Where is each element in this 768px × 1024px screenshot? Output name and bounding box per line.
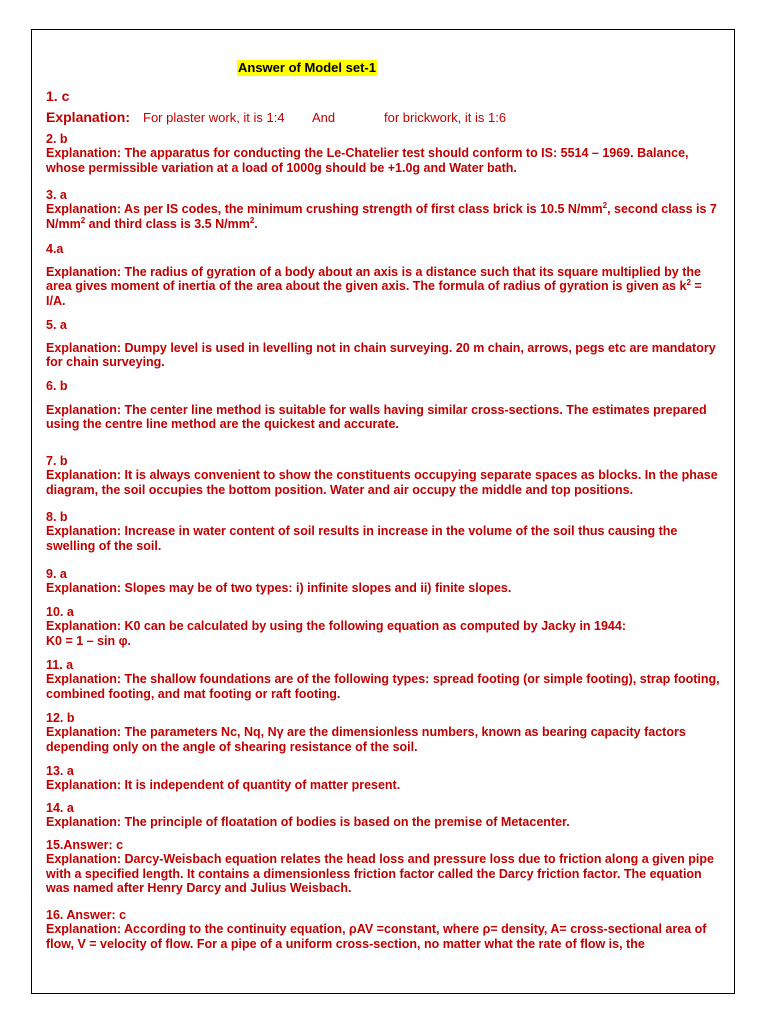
explanation-3: Explanation: As per IS codes, the minimum crushing strength of first class brick is 10.5 $N/mm^2$, second class is 7 $N/mm^2$ and third class is 3.5 $N/mm^2$. [46,201,717,231]
explanation-label: Explanation: [46,109,131,125]
item-10 [46,605,722,648]
item-7 [46,454,722,497]
explanation-12: Explanation: The parameters Nc, Nq, Nγ are the dimensionless numbers, known as bearing capacity factors depending only on the angle of shearing resistance of the soil. [46,725,686,754]
answer-6: 6. b [46,379,68,393]
explanation-2: Explanation: The apparatus for conducting the Le-Chatelier test should conform to IS: 5514 – 1969. Balance, whose permissible variation at a load of 1000g should be +1.0g and Water bath. [46,146,689,175]
answer-10: 10. a [46,605,74,619]
answer-12: 12. b [46,711,75,725]
answer-4: 4.a [46,242,64,256]
answer-7: 7. b [46,454,68,468]
item-8 [46,510,722,553]
answer-1: 1. c [46,88,70,104]
item-3 [46,188,722,231]
explanation-9: Explanation: Slopes may be of two types: i) infinite slopes and ii) finite slopes. [46,581,512,596]
answer-15: 15.Answer: c [46,838,124,852]
item-5 [46,318,722,332]
item-9 [46,567,722,596]
answer-11: 11. a [46,658,74,672]
explanation-plaster: For plaster work, it is 1:4 [143,110,285,125]
explanation-and: And [312,110,336,125]
answer-16: 16. Answer: c [46,908,127,922]
explanation-4: Explanation: The radius of gyration of a body about an axis is a distance such that its square multiplied by the area gives moment of inertia of the area about the given axis. The formula of radius of gyration is given as $k^2 = I/A$. [46,265,702,308]
explanation-6: Explanation: The center line method is suitable for walls having similar cross-sections. The estimates prepared using the centre line method are the quickest and accurate. [46,403,707,432]
item-15 [46,838,722,895]
explanation-brickwork: for brickwork, it is 1:6 [384,110,507,125]
explanation-11: Explanation: The shallow foundations are of the following types: spread footing (or simple footing), strap footing, combined footing, and mat footing or raft footing. [46,672,720,701]
item-6 [46,379,722,393]
explanation-15: Explanation: Darcy-Weisbach equation relates the head loss and pressure loss due to friction along a given pipe with a specified length. It contains a dimensionless friction factor called the Darcy friction factor. The equation was named after Henry Darcy and Julius Weisbach. [46,852,714,895]
item-13 [46,764,722,793]
answer-5: 5. a [46,318,67,332]
item-12 [46,711,722,754]
item-4-explanation [46,265,722,308]
item-6-explanation [46,403,722,432]
explanation-10: Explanation: K0 can be calculated by using the following equation as computed by Jacky in 1944: [46,619,626,634]
item-11 [46,658,722,701]
item-16 [46,908,722,951]
explanation-14: Explanation: The principle of floatation of bodies is based on the premise of Metacenter. [46,815,570,830]
explanation-13: Explanation: It is independent of quantity of matter present. [46,778,401,793]
explanation-1 [46,109,507,125]
item-5-explanation [46,341,722,370]
explanation-16: Explanation: According to the continuity equation, ρAV =constant, where ρ= density, A= cross-sectional area of flow, V = velocity of flow. For a pipe of a uniform cross-section, no matter what the rate of flow is, the [46,922,707,951]
item-14 [46,801,722,830]
item-2 [46,132,722,175]
explanation-5: Explanation: Dumpy level is used in levelling not in chain surveying. 20 m chain, arrows, pegs etc are mandatory for chain surveying. [46,341,716,370]
answer-3: 3. a [46,188,67,202]
answer-9: 9. a [46,567,67,581]
explanation-8: Explanation: Increase in water content of soil results in increase in the volume of the soil thus causing the swelling of the soil. [46,524,678,553]
explanation-7: Explanation: It is always convenient to show the constituents occupying separate spaces as blocks. In the phase diagram, the soil occupies the bottom position. Water and air occupy the middle and top positions. [46,468,718,497]
item-4 [46,242,722,256]
answer-8: 8. b [46,510,68,524]
answer-14: 14. a [46,801,74,815]
answer-2: 2. b [46,132,68,146]
answer-13: 13. a [46,764,74,778]
document-title: Answer of Model set-1 [238,60,376,75]
equation-k0: K0 = 1 – sin φ. [46,633,132,648]
